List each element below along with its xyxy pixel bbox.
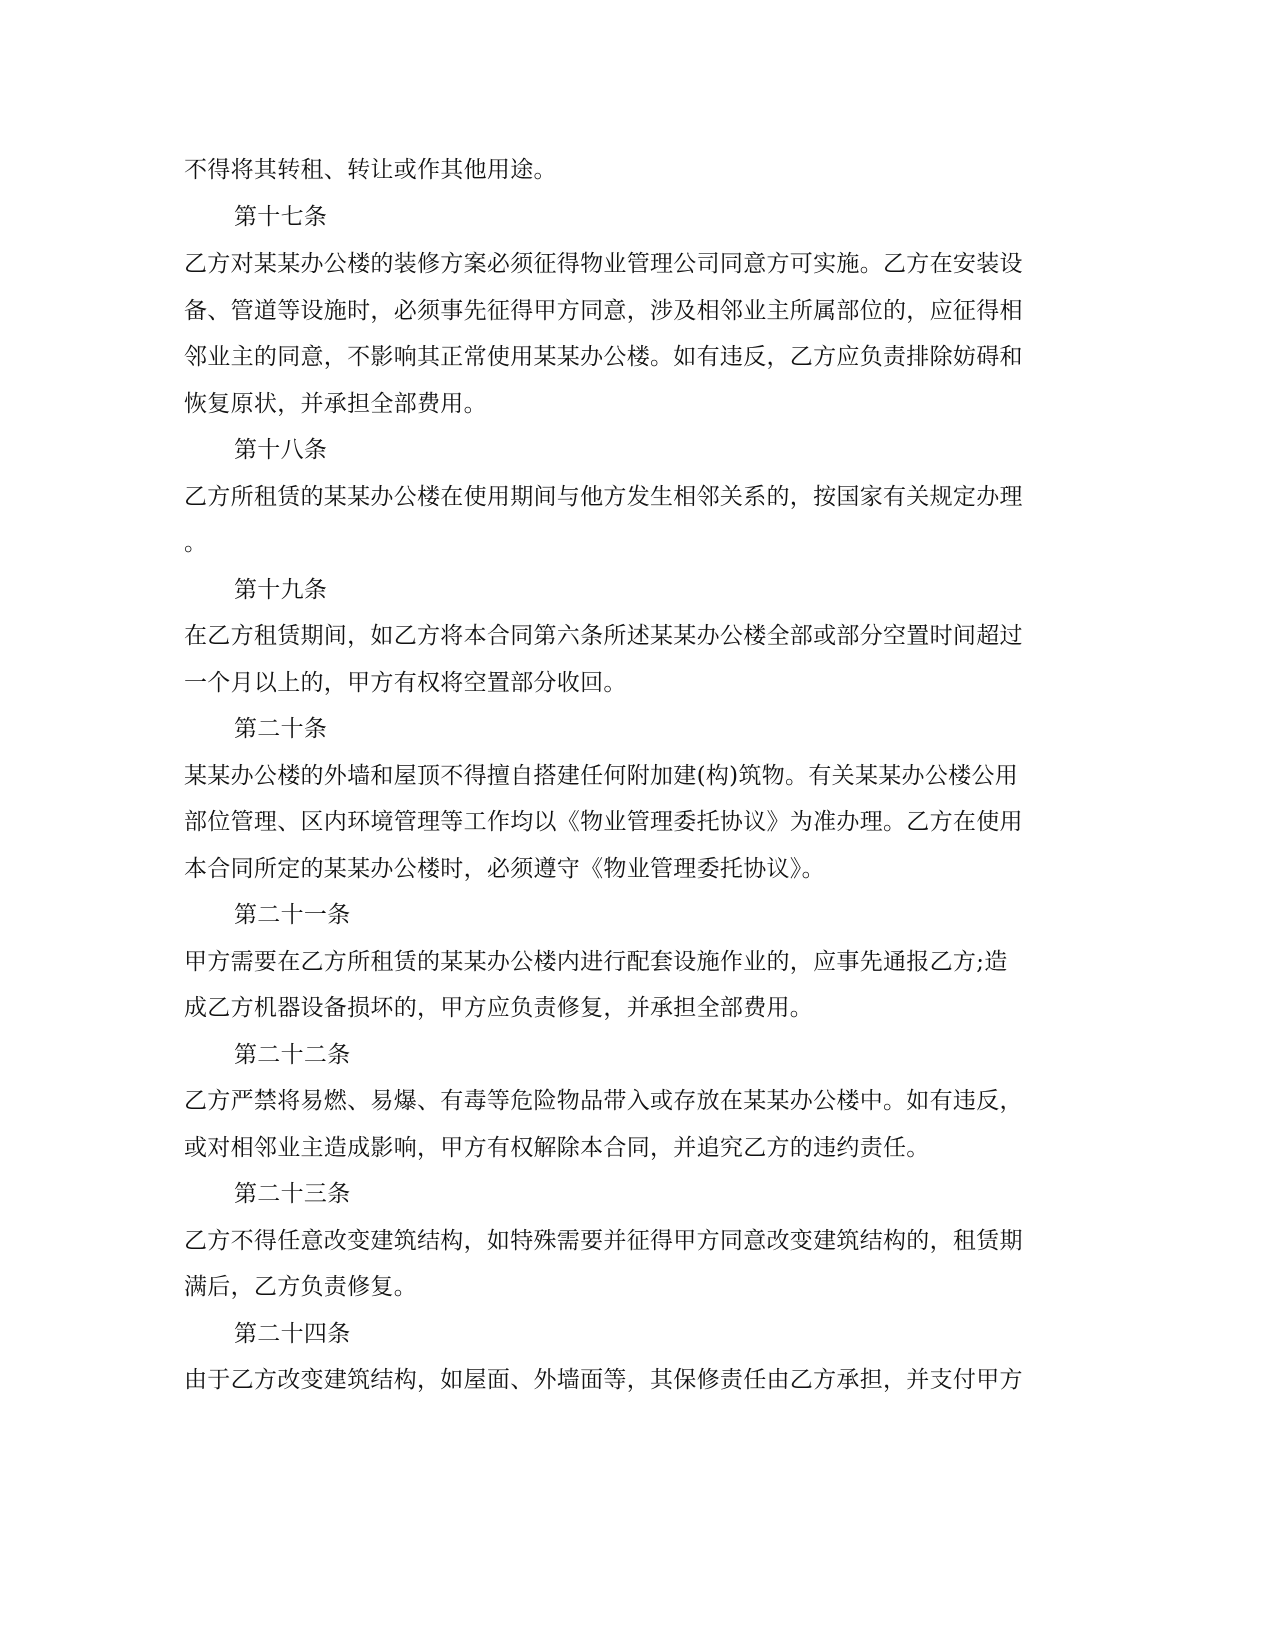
body-line: 成乙方机器设备损坏的，甲方应负责修复，并承担全部费用。: [184, 995, 814, 1021]
article-heading: 第十八条: [234, 437, 328, 463]
body-line: 乙方不得任意改变建筑结构，如特殊需要并征得甲方同意改变建筑结构的，租赁期: [184, 1228, 1023, 1254]
body-line: 由于乙方改变建筑结构，如屋面、外墙面等，其保修责任由乙方承担，并支付甲方: [184, 1367, 1023, 1393]
body-line: 甲方需要在乙方所租赁的某某办公楼内进行配套设施作业的，应事先通报乙方;造: [184, 949, 1008, 975]
body-line: 备、管道等设施时，必须事先征得甲方同意，涉及相邻业主所属部位的，应征得相: [184, 298, 1023, 324]
article-heading: 第十七条: [234, 204, 328, 230]
body-line: 某某办公楼的外墙和屋顶不得擅自搭建任何附加建(构)筑物。有关某某办公楼公用: [184, 763, 1019, 789]
article-heading: 第十九条: [234, 577, 328, 603]
body-line: 在乙方租赁期间，如乙方将本合同第六条所述某某办公楼全部或部分空置时间超过: [184, 623, 1023, 649]
body-line: 不得将其转租、转让或作其他用途。: [184, 157, 557, 183]
body-line: 本合同所定的某某办公楼时，必须遵守《物业管理委托协议》。: [184, 856, 825, 882]
body-line: 乙方对某某办公楼的装修方案必须征得物业管理公司同意方可实施。乙方在安装设: [184, 251, 1023, 277]
body-line: 。: [184, 530, 208, 556]
body-line: 满后，乙方负责修复。: [184, 1274, 417, 1300]
body-line: 邻业主的同意，不影响其正常使用某某办公楼。如有违反，乙方应负责排除妨碍和: [184, 344, 1023, 370]
article-heading: 第二十四条: [234, 1321, 351, 1347]
body-line: 乙方所租赁的某某办公楼在使用期间与他方发生相邻关系的，按国家有关规定办理: [184, 484, 1023, 510]
article-heading: 第二十三条: [234, 1181, 351, 1207]
body-line: 部位管理、区内环境管理等工作均以《物业管理委托协议》为准办理。乙方在使用: [184, 809, 1023, 835]
article-heading: 第二十条: [234, 716, 328, 742]
body-line: 恢复原状，并承担全部费用。: [184, 391, 487, 417]
article-heading: 第二十一条: [234, 902, 351, 928]
body-line: 或对相邻业主造成影响，甲方有权解除本合同，并追究乙方的违约责任。: [184, 1135, 930, 1161]
body-line: 一个月以上的，甲方有权将空置部分收回。: [184, 670, 627, 696]
body-line: 乙方严禁将易燃、易爆、有毒等危险物品带入或存放在某某办公楼中。如有违反，: [184, 1088, 1023, 1114]
article-heading: 第二十二条: [234, 1042, 351, 1068]
